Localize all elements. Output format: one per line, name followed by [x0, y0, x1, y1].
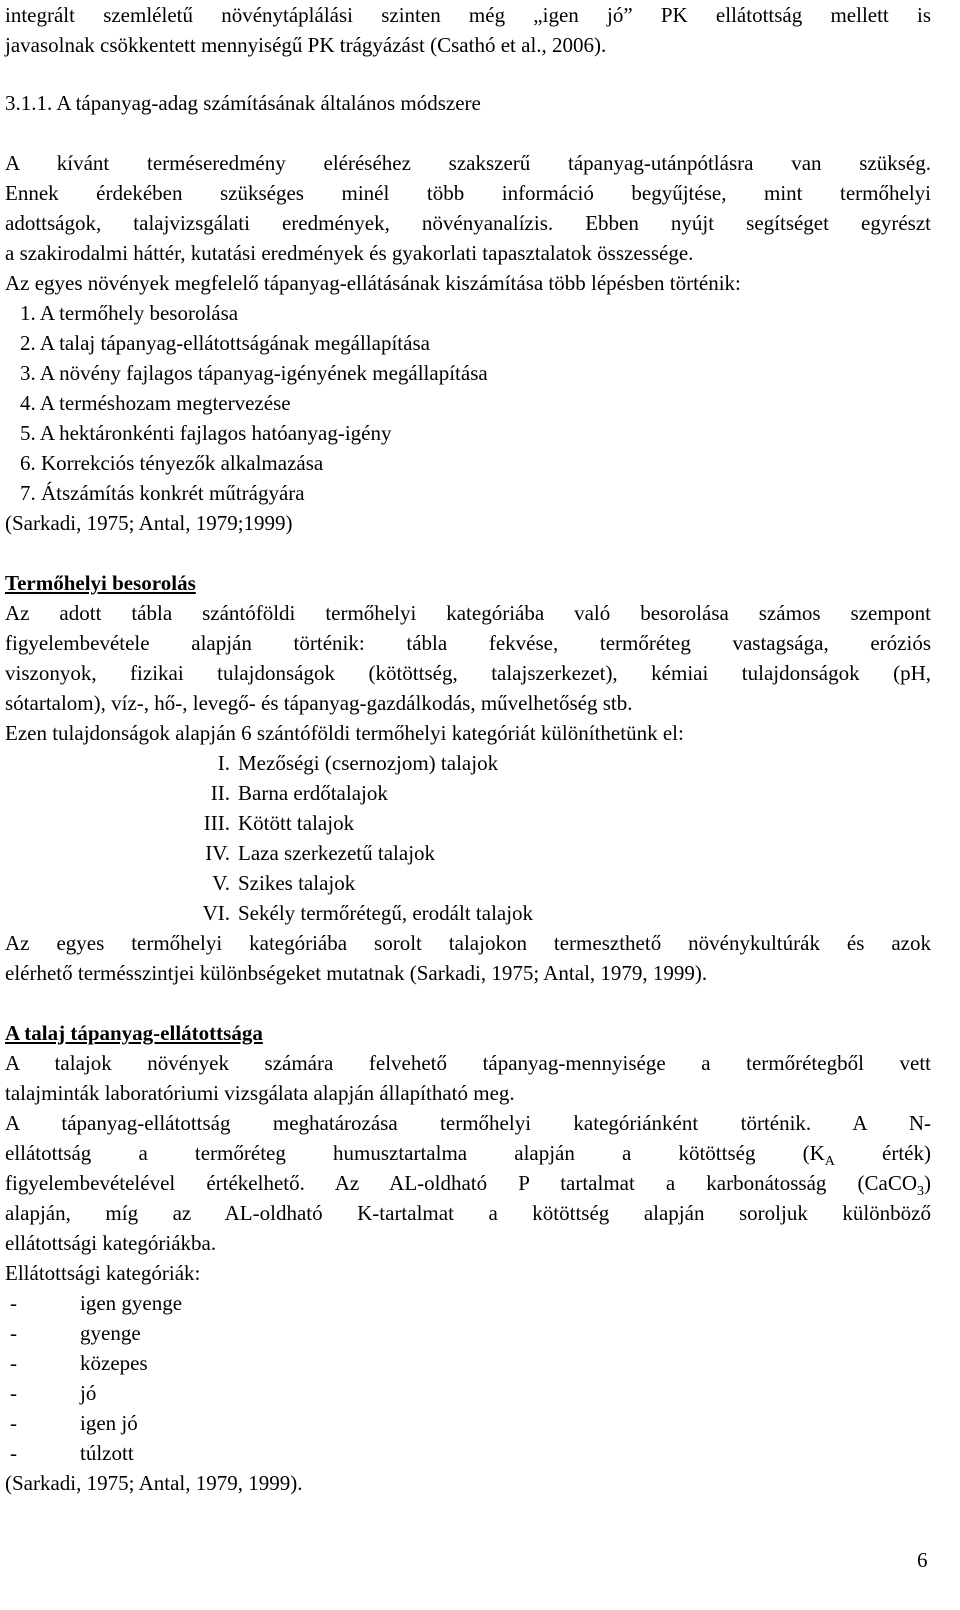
list-dash: - — [10, 1381, 17, 1405]
list-dash: - — [10, 1291, 17, 1315]
step-item: 2. A talaj tápanyag-ellátottságának megállapítása — [20, 331, 430, 355]
category-numeral: III. — [203, 811, 230, 835]
section-heading: 3.1.1. A tápanyag-adag számításának általános módszere — [5, 91, 481, 115]
paragraph-line: a szakirodalmi háttér, kutatási eredmények és gyakorlati tapasztalatok összessége. — [5, 241, 694, 265]
intro-line: javasolnak csökkentett mennyiségű PK trágyázást (Csathó et al., 2006). — [5, 33, 607, 57]
paragraph-line: Az adott tábla szántóföldi termőhelyi kategóriába való besorolása számos szempont — [5, 601, 931, 625]
paragraph-line: talajminták laboratóriumi vizsgálata alapján állapítható meg. — [5, 1081, 515, 1105]
paragraph-line — [5, 1168, 931, 1198]
step-item: 4. A terméshozam megtervezése — [20, 391, 291, 415]
paragraph-line: A talajok növények számára felvehető tápanyag-mennyisége a termőrétegből vett — [5, 1051, 931, 1075]
category-text: Laza szerkezetű talajok — [238, 841, 436, 865]
levels-heading: Ellátottsági kategóriák: — [5, 1261, 201, 1285]
category-numeral: V. — [212, 871, 230, 895]
paragraph-line: sótartalom), víz-, hő-, levegő- és tápanyag-gazdálkodás, művelhetőség stb. — [5, 691, 633, 715]
paragraph-line: A tápanyag-ellátottság meghatározása termőhelyi kategóriánként történik. A N- — [5, 1111, 931, 1135]
category-text: Barna erdőtalajok — [238, 781, 388, 805]
list-dash: - — [10, 1321, 17, 1345]
level-item: igen jó — [80, 1411, 138, 1435]
category-numeral: II. — [210, 781, 230, 805]
paragraph-line: elérhető termésszintjei különbségeket mutatnak (Sarkadi, 1975; Antal, 1979, 1999). — [5, 961, 708, 985]
paragraph-line: Az egyes növények megfelelő tápanyag-ellátásának kiszámítása több lépésben történik: — [5, 271, 741, 295]
step-item: 5. A hektáronkénti fajlagos hatóanyag-igény — [20, 421, 392, 445]
text-run: érték) — [834, 1141, 931, 1165]
text-run: ) — [924, 1171, 931, 1195]
category-text: Kötött talajok — [238, 811, 355, 835]
text-run: ellátottság a termőréteg humusztartalma alapján a kötöttség (K — [5, 1141, 825, 1165]
paragraph-line: adottságok, talajvizsgálati eredmények, növényanalízis. Ebben nyújt segítséget egyrészt — [5, 211, 931, 235]
paragraph-line: Ennek érdekében szükséges minél több információ begyűjtése, mint termőhelyi — [5, 181, 931, 205]
category-numeral: IV. — [205, 841, 230, 865]
level-item: túlzott — [80, 1441, 134, 1465]
step-item: 7. Átszámítás konkrét műtrágyára — [20, 481, 305, 505]
category-numeral: I. — [217, 751, 230, 775]
paragraph-line: figyelembevétele alapján történik: tábla fekvése, termőréteg vastagsága, eróziós — [5, 631, 931, 655]
step-item: 1. A termőhely besorolása — [20, 301, 239, 325]
citation: (Sarkadi, 1975; Antal, 1979;1999) — [5, 511, 293, 535]
paragraph-line: viszonyok, fizikai tulajdonságok (kötöttség, talajszerkezet), kémiai tulajdonságok (pH, — [5, 661, 931, 685]
list-dash: - — [10, 1441, 17, 1465]
citation: (Sarkadi, 1975; Antal, 1979, 1999). — [5, 1471, 303, 1495]
level-item: gyenge — [80, 1321, 141, 1345]
paragraph-line: A kívánt terméseredmény eléréséhez szakszerű tápanyag-utánpótlásra van szükség. — [5, 151, 931, 175]
paragraph-line — [5, 1138, 931, 1168]
step-item: 6. Korrekciós tényezők alkalmazása — [20, 451, 324, 475]
category-text: Sekély termőrétegű, erodált talajok — [238, 901, 534, 925]
level-item: igen gyenge — [80, 1291, 183, 1315]
subsection-heading: A talaj tápanyag-ellátottsága — [5, 1021, 263, 1045]
paragraph-line: Az egyes termőhelyi kategóriába sorolt talajokon termeszthető növénykultúrák és azok — [5, 931, 931, 955]
subscript: 3 — [917, 1184, 924, 1200]
category-text: Mezőségi (csernozjom) talajok — [238, 751, 499, 775]
step-item: 3. A növény fajlagos tápanyag-igényének megállapítása — [20, 361, 488, 385]
category-numeral: VI. — [202, 901, 230, 925]
paragraph-line: alapján, míg az AL-oldható K-tartalmat a kötöttség alapján soroljuk különböző — [5, 1201, 931, 1225]
subscript: A — [824, 1154, 835, 1170]
level-item: közepes — [80, 1351, 148, 1375]
paragraph-line: Ezen tulajdonságok alapján 6 szántóföldi termőhelyi kategóriát különíthetünk el: — [5, 721, 684, 745]
text-run: figyelembevételével értékelhető. Az AL-oldható P tartalmat a karbonátosság (CaCO — [5, 1171, 917, 1195]
level-item: jó — [80, 1381, 97, 1405]
page-number: 6 — [917, 1548, 928, 1572]
list-dash: - — [10, 1411, 17, 1435]
category-text: Szikes talajok — [238, 871, 356, 895]
intro-line: integrált szemléletű növénytáplálási szinten még „igen jó” PK ellátottság mellett is — [5, 3, 931, 27]
paragraph-line: ellátottsági kategóriákba. — [5, 1231, 217, 1255]
subsection-heading: Termőhelyi besorolás — [5, 571, 196, 595]
list-dash: - — [10, 1351, 17, 1375]
